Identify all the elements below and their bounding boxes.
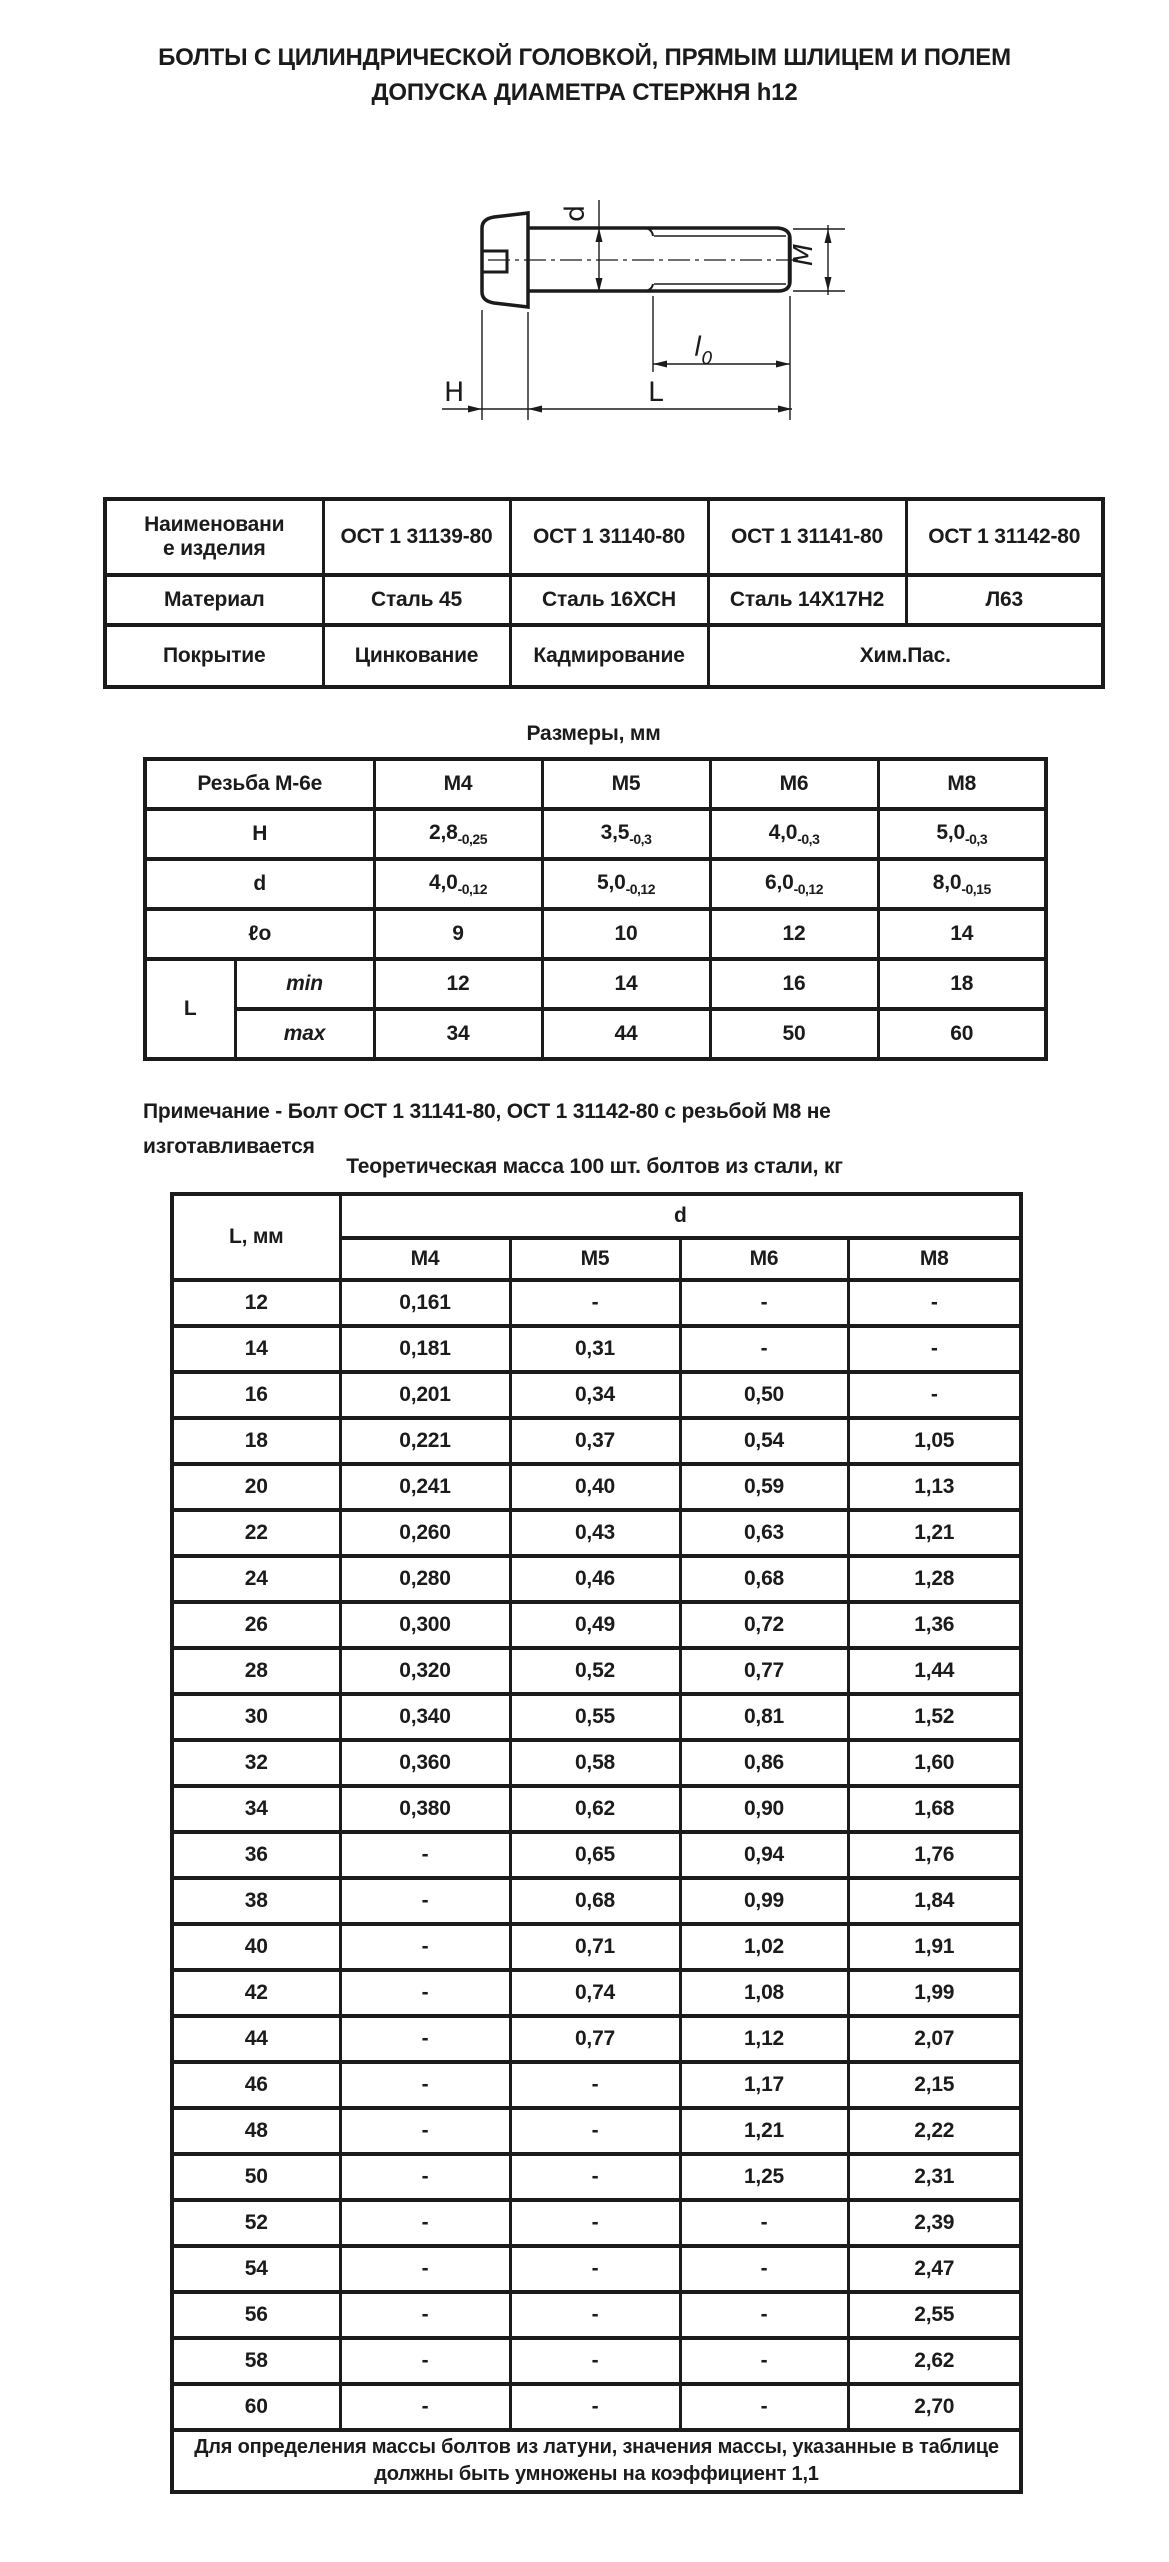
coating-row	[105, 625, 1103, 687]
row-label: H	[145, 809, 374, 859]
mass-row	[172, 2200, 1021, 2246]
mass-value-cell: 2,07	[848, 2016, 1021, 2062]
mass-value-cell: 0,221	[340, 1418, 510, 1464]
arrow-l0-right	[776, 361, 790, 368]
sizes-table	[143, 757, 1048, 1061]
mass-table-caption: Теоретическая масса 100 шт. болтов из стали, кг	[346, 1155, 843, 1178]
mass-col1-header: L, мм	[172, 1194, 340, 1280]
mass-row	[172, 2062, 1021, 2108]
mass-row	[172, 1418, 1021, 1464]
mass-L-cell: 60	[172, 2384, 340, 2430]
material-value: Сталь 45	[323, 575, 510, 625]
mass-value-cell: 0,360	[340, 1740, 510, 1786]
mass-value-cell: 1,76	[848, 1832, 1021, 1878]
mass-value-cell: -	[510, 2200, 680, 2246]
mass-L-cell: 40	[172, 1924, 340, 1970]
mass-row	[172, 1464, 1021, 1510]
mass-L-cell: 22	[172, 1510, 340, 1556]
mass-L-cell: 36	[172, 1832, 340, 1878]
mass-value-cell: -	[340, 1878, 510, 1924]
mass-value-cell: 0,71	[510, 1924, 680, 1970]
mass-value-cell: 0,241	[340, 1464, 510, 1510]
mass-row	[172, 2016, 1021, 2062]
mass-value-cell: -	[340, 2016, 510, 2062]
mass-value-cell: 2,55	[848, 2292, 1021, 2338]
mass-row	[172, 2154, 1021, 2200]
mass-value-cell: 0,340	[340, 1694, 510, 1740]
mass-value-cell: -	[340, 2108, 510, 2154]
mass-value-cell: 0,90	[680, 1786, 848, 1832]
dim-label-H: H	[444, 377, 465, 408]
mass-L-cell: 28	[172, 1648, 340, 1694]
mass-L-cell: 12	[172, 1280, 340, 1326]
row-label-L: L	[145, 959, 235, 1059]
min-label: min	[235, 959, 374, 1009]
mass-value-cell: 1,28	[848, 1556, 1021, 1602]
material-label: Материал	[105, 575, 323, 625]
mass-L-cell: 46	[172, 2062, 340, 2108]
mass-value-cell: 0,46	[510, 1556, 680, 1602]
size-value: 12	[374, 959, 542, 1009]
size-value: $2,8_{-0,25}$	[374, 809, 542, 859]
size-col-header: М6	[710, 759, 878, 809]
size-value: 9	[374, 909, 542, 959]
mass-row	[172, 1602, 1021, 1648]
mass-value-cell: 0,77	[680, 1648, 848, 1694]
mass-value-cell: 0,300	[340, 1602, 510, 1648]
mass-value-cell: 1,84	[848, 1878, 1021, 1924]
coating-label: Покрытие	[105, 625, 323, 687]
mass-L-cell: 52	[172, 2200, 340, 2246]
mass-value-cell: 1,25	[680, 2154, 848, 2200]
mass-value-cell: 2,62	[848, 2338, 1021, 2384]
mass-value-cell: 1,13	[848, 1464, 1021, 1510]
note-line2: изготавливается	[143, 1135, 315, 1158]
mass-row	[172, 1970, 1021, 2016]
max-label: max	[235, 1009, 374, 1059]
mass-row	[172, 1786, 1021, 1832]
size-col-header: М5	[542, 759, 710, 809]
mass-value-cell: -	[680, 1280, 848, 1326]
mass-row	[172, 1372, 1021, 1418]
arrow-M-top	[825, 229, 832, 243]
mass-value-cell: -	[340, 2062, 510, 2108]
mass-value-cell: 0,320	[340, 1648, 510, 1694]
mass-value-cell: 0,37	[510, 1418, 680, 1464]
mass-value-cell: 1,91	[848, 1924, 1021, 1970]
bolt-head-slot	[482, 251, 507, 272]
mass-col-header: М8	[848, 1238, 1021, 1280]
mass-table	[170, 1192, 1023, 2494]
mass-value-cell: 1,08	[680, 1970, 848, 2016]
mass-value-cell: 0,161	[340, 1280, 510, 1326]
mass-row	[172, 1740, 1021, 1786]
material-value: Сталь 16ХСН	[510, 575, 708, 625]
mass-L-cell: 50	[172, 2154, 340, 2200]
product-standard: ОСТ 1 31142-80	[906, 499, 1103, 575]
mass-value-cell: -	[510, 2384, 680, 2430]
product-standard: ОСТ 1 31141-80	[708, 499, 906, 575]
mass-L-cell: 26	[172, 1602, 340, 1648]
mass-row	[172, 2292, 1021, 2338]
size-value: $4,0_{-0,12}$	[374, 859, 542, 909]
mass-row	[172, 1878, 1021, 1924]
size-value: 60	[878, 1009, 1046, 1059]
mass-row	[172, 2108, 1021, 2154]
mass-value-cell: -	[340, 2384, 510, 2430]
mass-value-cell: 0,63	[680, 1510, 848, 1556]
mass-value-cell: 0,54	[680, 1418, 848, 1464]
mass-value-cell: 0,31	[510, 1326, 680, 1372]
mass-value-cell: -	[340, 2154, 510, 2200]
mass-value-cell: 1,05	[848, 1418, 1021, 1464]
size-value: 16	[710, 959, 878, 1009]
mass-value-cell: 0,43	[510, 1510, 680, 1556]
mass-value-cell: 0,94	[680, 1832, 848, 1878]
size-value: $5,0_{-0,12}$	[542, 859, 710, 909]
mass-value-cell: 1,17	[680, 2062, 848, 2108]
mass-L-cell: 16	[172, 1372, 340, 1418]
dim-label-l0: $l_0$	[694, 332, 713, 369]
mass-row	[172, 1510, 1021, 1556]
mass-footer-row	[172, 2430, 1021, 2492]
dim-label-d: d	[560, 205, 591, 222]
mass-value-cell: -	[510, 2154, 680, 2200]
arrow-H-left	[468, 406, 482, 413]
coating-value: Цинкование	[323, 625, 510, 687]
dim-label-L: L	[648, 377, 663, 408]
product-name-label: Наименовани е изделия	[105, 499, 323, 575]
mass-value-cell: 0,72	[680, 1602, 848, 1648]
page-title-line1: БОЛТЫ С ЦИЛИНДРИЧЕСКОЙ ГОЛОВКОЙ, ПРЯМЫМ ШЛИЦЕМ И ПОЛЕМ	[158, 44, 1011, 71]
mass-L-cell: 18	[172, 1418, 340, 1464]
mass-value-cell: 2,15	[848, 2062, 1021, 2108]
mass-L-cell: 34	[172, 1786, 340, 1832]
size-value: 10	[542, 909, 710, 959]
mass-header-row1	[172, 1194, 1021, 1238]
mass-row	[172, 2246, 1021, 2292]
arrow-HL-middle	[528, 406, 542, 413]
mass-value-cell: -	[510, 2246, 680, 2292]
size-col-header: М8	[878, 759, 1046, 809]
size-value: 14	[878, 909, 1046, 959]
arrow-M-bottom	[825, 277, 832, 291]
note-line1: Примечание - Болт ОСТ 1 31141-80, ОСТ 1 31142-80 с резьбой М8 не	[143, 1100, 831, 1123]
mass-row	[172, 1326, 1021, 1372]
arrow-l0-left	[653, 361, 667, 368]
mass-value-cell: 1,60	[848, 1740, 1021, 1786]
mass-value-cell: 0,280	[340, 1556, 510, 1602]
mass-value-cell: 0,65	[510, 1832, 680, 1878]
page-title	[0, 40, 1169, 110]
mass-value-cell: 2,47	[848, 2246, 1021, 2292]
mass-value-cell: -	[340, 1970, 510, 2016]
mass-L-cell: 42	[172, 1970, 340, 2016]
thread-header: Резьба М-6е	[145, 759, 374, 809]
sizes-row-l0	[145, 909, 1046, 959]
mass-d-header: d	[340, 1194, 1021, 1238]
mass-col-header: М6	[680, 1238, 848, 1280]
size-value: 18	[878, 959, 1046, 1009]
mass-value-cell: -	[680, 2200, 848, 2246]
mass-value-cell: -	[680, 2292, 848, 2338]
mass-footer-note: Для определения массы болтов из латуни, значения массы, указанные в таблице должны быть умножены на коэффициент 1,1	[172, 2430, 1021, 2492]
sizes-row-L-min	[145, 959, 1046, 1009]
mass-L-cell: 32	[172, 1740, 340, 1786]
mass-L-cell: 20	[172, 1464, 340, 1510]
mass-value-cell: 0,50	[680, 1372, 848, 1418]
mass-L-cell: 30	[172, 1694, 340, 1740]
mass-value-cell: 0,77	[510, 2016, 680, 2062]
mass-value-cell: 0,49	[510, 1602, 680, 1648]
mass-value-cell: 0,74	[510, 1970, 680, 2016]
mass-value-cell: -	[340, 2292, 510, 2338]
mass-value-cell: -	[848, 1280, 1021, 1326]
mass-value-cell: 0,86	[680, 1740, 848, 1786]
row-label: ℓo	[145, 909, 374, 959]
mass-value-cell: 1,02	[680, 1924, 848, 1970]
mass-value-cell: -	[340, 2338, 510, 2384]
mass-row	[172, 2338, 1021, 2384]
coating-value: Хим.Пас.	[708, 625, 1103, 687]
mass-value-cell: 1,68	[848, 1786, 1021, 1832]
mass-value-cell: -	[848, 1372, 1021, 1418]
mass-row	[172, 1556, 1021, 1602]
mass-value-cell: 2,39	[848, 2200, 1021, 2246]
mass-value-cell: 0,55	[510, 1694, 680, 1740]
sizes-table-caption: Размеры, мм	[526, 722, 661, 745]
size-value: 50	[710, 1009, 878, 1059]
size-value: $5,0_{-0,3}$	[878, 809, 1046, 859]
mass-value-cell: 1,44	[848, 1648, 1021, 1694]
mass-value-cell: 0,380	[340, 1786, 510, 1832]
row-label: d	[145, 859, 374, 909]
mass-value-cell: -	[848, 1326, 1021, 1372]
mass-value-cell: 2,70	[848, 2384, 1021, 2430]
sizes-row-L-max	[145, 1009, 1046, 1059]
mass-value-cell: -	[510, 1280, 680, 1326]
mass-value-cell: -	[340, 2200, 510, 2246]
material-value: Л63	[906, 575, 1103, 625]
note	[143, 1094, 1043, 1164]
mass-L-cell: 24	[172, 1556, 340, 1602]
mass-col-header: М4	[340, 1238, 510, 1280]
mass-value-cell: 0,58	[510, 1740, 680, 1786]
mass-value-cell: 0,68	[510, 1878, 680, 1924]
mass-value-cell: 0,68	[680, 1556, 848, 1602]
mass-value-cell: -	[510, 2108, 680, 2154]
mass-value-cell: 2,22	[848, 2108, 1021, 2154]
mass-row	[172, 1280, 1021, 1326]
mass-L-cell: 58	[172, 2338, 340, 2384]
sizes-header-row	[145, 759, 1046, 809]
mass-value-cell: 1,12	[680, 2016, 848, 2062]
mass-value-cell: 1,21	[680, 2108, 848, 2154]
mass-value-cell: 0,52	[510, 1648, 680, 1694]
mass-value-cell: 0,260	[340, 1510, 510, 1556]
mass-value-cell: -	[510, 2292, 680, 2338]
mass-L-cell: 54	[172, 2246, 340, 2292]
sizes-row-H	[145, 809, 1046, 859]
mass-value-cell: 0,81	[680, 1694, 848, 1740]
product-name-row	[105, 499, 1103, 575]
mass-L-cell: 48	[172, 2108, 340, 2154]
mass-L-cell: 56	[172, 2292, 340, 2338]
product-table	[103, 497, 1105, 689]
mass-row	[172, 1694, 1021, 1740]
mass-value-cell: 0,99	[680, 1878, 848, 1924]
dim-label-M: M	[789, 243, 819, 266]
arrow-d-top	[596, 228, 603, 242]
mass-L-cell: 38	[172, 1878, 340, 1924]
mass-row	[172, 2384, 1021, 2430]
mass-value-cell: 0,34	[510, 1372, 680, 1418]
mass-value-cell: 0,59	[680, 1464, 848, 1510]
coating-value: Кадмирование	[510, 625, 708, 687]
size-value: $4,0_{-0,3}$	[710, 809, 878, 859]
mass-value-cell: -	[680, 2246, 848, 2292]
mass-value-cell: 1,36	[848, 1602, 1021, 1648]
mass-row	[172, 1832, 1021, 1878]
size-col-header: М4	[374, 759, 542, 809]
mass-value-cell: 1,21	[848, 1510, 1021, 1556]
page-title-line2: ДОПУСКА ДИАМЕТРА СТЕРЖНЯ h12	[371, 79, 798, 106]
mass-value-cell: -	[680, 1326, 848, 1372]
mass-L-cell: 44	[172, 2016, 340, 2062]
mass-value-cell: -	[340, 1924, 510, 1970]
bolt-drawing	[435, 190, 875, 430]
product-standard: ОСТ 1 31139-80	[323, 499, 510, 575]
mass-value-cell: 2,31	[848, 2154, 1021, 2200]
mass-row	[172, 1648, 1021, 1694]
mass-value-cell: 0,40	[510, 1464, 680, 1510]
mass-value-cell: -	[510, 2062, 680, 2108]
size-value: $3,5_{-0,3}$	[542, 809, 710, 859]
mass-value-cell: -	[680, 2338, 848, 2384]
mass-value-cell: -	[680, 2384, 848, 2430]
mass-value-cell: 0,201	[340, 1372, 510, 1418]
mass-value-cell: 1,52	[848, 1694, 1021, 1740]
mass-value-cell: 1,99	[848, 1970, 1021, 2016]
mass-value-cell: -	[340, 2246, 510, 2292]
size-value: 34	[374, 1009, 542, 1059]
sizes-row-d	[145, 859, 1046, 909]
size-value: $8,0_{-0,15}$	[878, 859, 1046, 909]
material-row	[105, 575, 1103, 625]
size-value: 12	[710, 909, 878, 959]
size-value: 44	[542, 1009, 710, 1059]
mass-value-cell: -	[340, 1832, 510, 1878]
mass-value-cell: 0,62	[510, 1786, 680, 1832]
mass-value-cell: 0,181	[340, 1326, 510, 1372]
product-standard: ОСТ 1 31140-80	[510, 499, 708, 575]
material-value: Сталь 14Х17Н2	[708, 575, 906, 625]
mass-L-cell: 14	[172, 1326, 340, 1372]
mass-col-header: М5	[510, 1238, 680, 1280]
mass-value-cell: -	[510, 2338, 680, 2384]
mass-row	[172, 1924, 1021, 1970]
size-value: 14	[542, 959, 710, 1009]
size-value: $6,0_{-0,12}$	[710, 859, 878, 909]
